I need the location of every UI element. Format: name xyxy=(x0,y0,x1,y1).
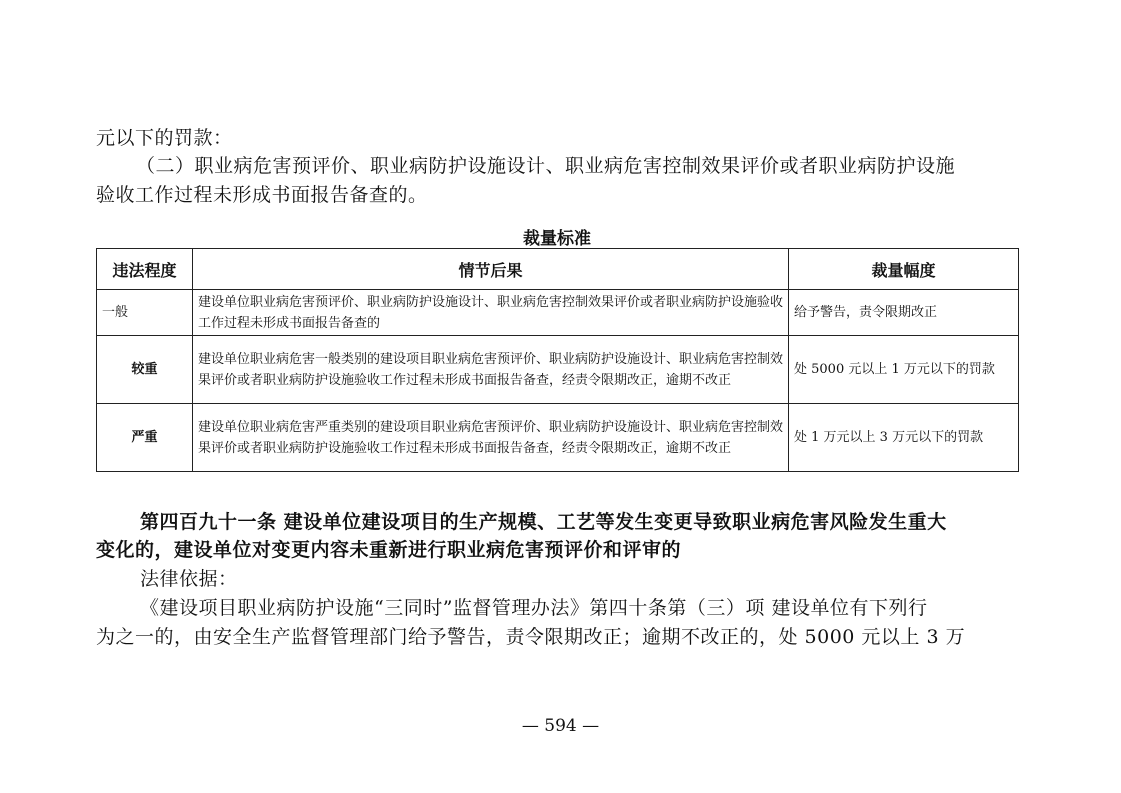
level-cell: 一般 xyxy=(97,290,193,336)
discretion-standard-table xyxy=(96,248,1019,472)
legal-basis-label: 法律依据： xyxy=(140,568,238,590)
header-penalty-range: 裁量幅度 xyxy=(789,249,1019,290)
level-cell: 较重 xyxy=(97,336,193,404)
table-caption: 裁量标准 xyxy=(523,229,591,249)
table-row xyxy=(97,336,1019,404)
legal-basis-line2: 为之一的，由安全生产监督管理部门给予警告，责令限期改正；逾期不改正的，处 5000 元以上 3 万 xyxy=(96,626,966,648)
header-circumstances: 情节后果 xyxy=(193,249,789,290)
penalty-cell: 处 1 万元以上 3 万元以下的罚款 xyxy=(789,404,1019,472)
table-row xyxy=(97,404,1019,472)
article-491-heading-line1: 第四百九十一条 建设单位建设项目的生产规模、工艺等发生变更导致职业病危害风险发生重大 xyxy=(140,511,947,533)
paragraph-fine-end: 元以下的罚款： xyxy=(96,127,233,149)
page-number: — 594 — xyxy=(521,716,600,736)
table-row xyxy=(97,290,1019,336)
penalty-cell: 处 5000 元以上 1 万元以下的罚款 xyxy=(789,336,1019,404)
consequence-cell: 建设单位职业病危害一般类别的建设项目职业病危害预评价、职业病防护设施设计、职业病危害控制效果评价或者职业病防护设施验收工作过程未形成书面报告备查，经责令限期改正，逾期不改正 xyxy=(193,336,789,404)
level-cell: 严重 xyxy=(97,404,193,472)
article-491-heading-line2: 变化的，建设单位对变更内容未重新进行职业病危害预评价和评审的 xyxy=(96,539,682,561)
table-header-row xyxy=(97,249,1019,290)
legal-basis-line1: 《建设项目职业病防护设施“三同时”监督管理办法》第四十条第（三）项 建设单位有下列行 xyxy=(140,597,928,619)
header-violation-level: 违法程度 xyxy=(97,249,193,290)
penalty-cell: 给予警告，责令限期改正 xyxy=(789,290,1019,336)
consequence-cell: 建设单位职业病危害预评价、职业病防护设施设计、职业病危害控制效果评价或者职业病防护设施验收工作过程未形成书面报告备查的 xyxy=(193,290,789,336)
paragraph-item-2-line2: 验收工作过程未形成书面报告备查的。 xyxy=(96,184,428,206)
paragraph-item-2-line1: （二）职业病危害预评价、职业病防护设施设计、职业病危害控制效果评价或者职业病防护设施 xyxy=(136,155,956,177)
consequence-cell: 建设单位职业病危害严重类别的建设项目职业病危害预评价、职业病防护设施设计、职业病危害控制效果评价或者职业病防护设施验收工作过程未形成书面报告备查，经责令限期改正，逾期不改正 xyxy=(193,404,789,472)
